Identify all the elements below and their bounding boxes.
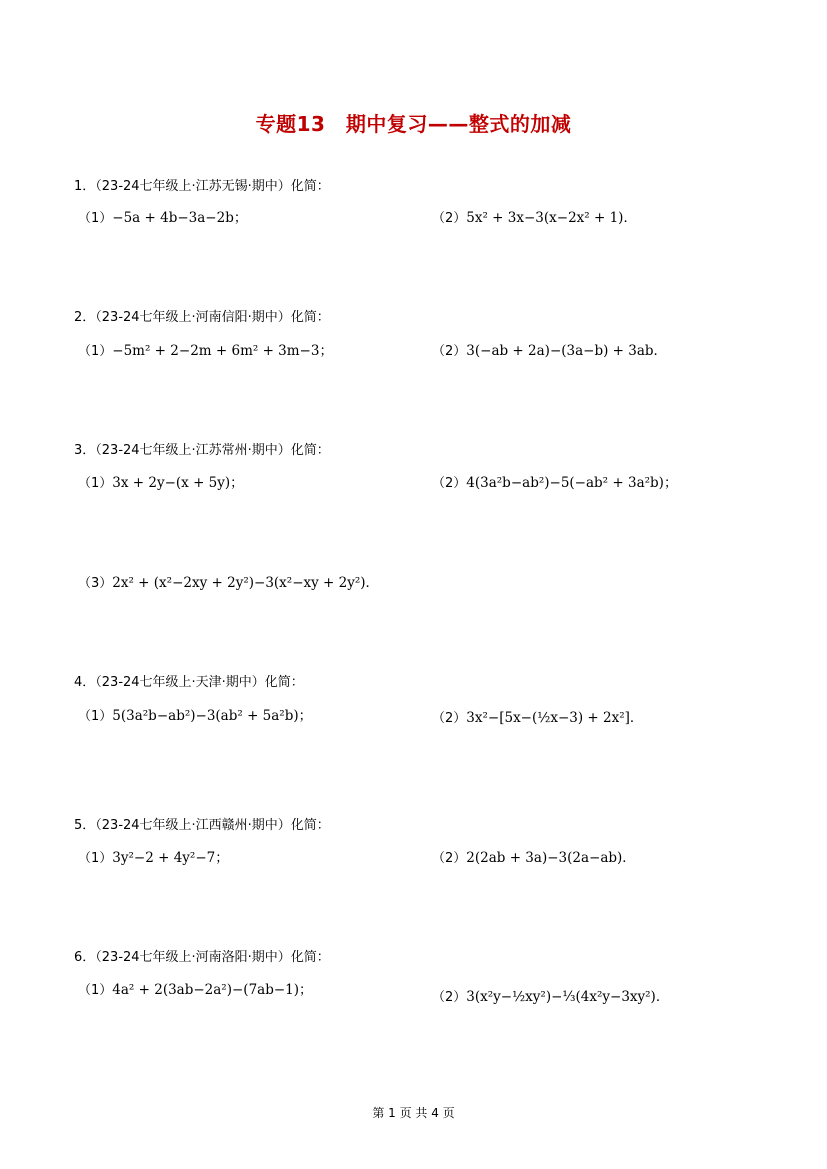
- question-part: [78, 571, 379, 591]
- question-part: [78, 704, 312, 724]
- question-part: [432, 206, 637, 226]
- part-label: （1）: [78, 476, 113, 491]
- part-label: （1）: [78, 211, 113, 226]
- question-stem: 1．（23-24七年级上·江苏无锡·期中）化简：: [74, 179, 330, 194]
- question-stem: 4．（23-24七年级上·天津·期中）化简：: [74, 675, 304, 690]
- part-expression: 3y²−2 + 4y²−7；: [112, 850, 229, 866]
- part-expression: 3x + 2y−(x + 5y)；: [112, 475, 244, 491]
- part-expression: 3x²−[5x−(½x−3) + 2x²]．: [466, 710, 644, 726]
- question-part: [432, 471, 677, 491]
- part-expression: 4a² + 2(3ab−2a²)−(7ab−1)；: [112, 982, 313, 998]
- part-expression: −5m² + 2−2m + 6m² + 3m−3；: [112, 343, 333, 359]
- part-label: （2）: [432, 990, 467, 1005]
- question-part: [78, 206, 247, 226]
- question-part: [432, 846, 636, 866]
- part-expression: 5x² + 3x−3(x−2x² + 1)．: [466, 210, 637, 226]
- part-expression: 2(2ab + 3a)−3(2a−ab)．: [466, 850, 636, 866]
- page-footer: 第 1 页 共 4 页: [372, 1106, 455, 1120]
- question-part: [432, 706, 643, 726]
- question-part: [78, 339, 333, 359]
- part-label: （1）: [78, 983, 113, 998]
- question-stem: 5．（23-24七年级上·江西赣州·期中）化简：: [74, 818, 330, 833]
- question-part: [78, 978, 313, 998]
- part-expression: 2x² + (x²−2xy + 2y²)−3(x²−xy + 2y²)．: [112, 575, 380, 591]
- part-label: （2）: [432, 711, 467, 726]
- part-expression: 5(3a²b−ab²)−3(ab² + 5a²b)；: [112, 708, 313, 724]
- part-label: （2）: [432, 851, 467, 866]
- question-part: [432, 985, 669, 1005]
- part-label: （2）: [432, 344, 467, 359]
- question-stem: 2．（23-24七年级上·河南信阳·期中）化简：: [74, 310, 330, 325]
- part-label: （2）: [432, 211, 467, 226]
- question-part: [78, 846, 229, 866]
- question-stem: 6．（23-24七年级上·河南洛阳·期中）化简：: [74, 950, 330, 965]
- question-part: [78, 471, 244, 491]
- question-part: [432, 339, 667, 359]
- page-title: 专题13 期中复习——整式的加减: [255, 112, 572, 136]
- part-label: （1）: [78, 709, 113, 724]
- part-expression: −5a + 4b−3a−2b；: [112, 210, 248, 226]
- part-expression: 3(−ab + 2a)−(3a−b) + 3ab．: [466, 343, 668, 359]
- part-expression: 4(3a²b−ab²)−5(−ab² + 3a²b)；: [466, 475, 678, 491]
- part-label: （2）: [432, 476, 467, 491]
- part-label: （1）: [78, 344, 113, 359]
- part-expression: 3(x²y−½xy²)−⅓(4x²y−3xy²)．: [466, 989, 670, 1005]
- part-label: （1）: [78, 851, 113, 866]
- part-label: （3）: [78, 576, 113, 591]
- question-stem: 3．（23-24七年级上·江苏常州·期中）化简：: [74, 443, 330, 458]
